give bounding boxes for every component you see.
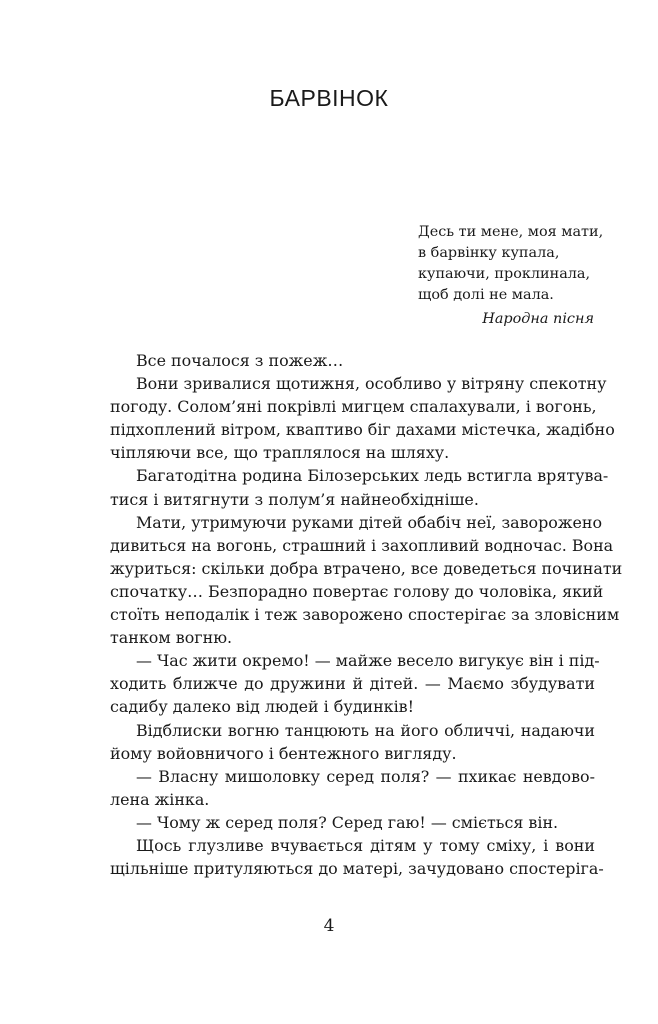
text-line: погоду. Солом’яні покрівлі мигцем спалахували, і вогонь, bbox=[110, 397, 597, 417]
epigraph-source: Народна пісня bbox=[482, 311, 594, 327]
text-line: танком вогню. bbox=[110, 628, 233, 648]
epigraph-line: в барвінку купала, bbox=[418, 245, 560, 261]
text-line: журиться: скільки добра втрачено, все доведеться починати bbox=[110, 558, 623, 578]
text-line: — Чому ж серед поля? Серед гаю! — сміється він. bbox=[136, 812, 559, 832]
text-line: Щось глузливе вчувається дітям у тому сміху, і вони bbox=[136, 835, 595, 855]
page-number: 4 bbox=[323, 916, 335, 936]
text-line: дивиться на вогонь, страшний і захопливий водночас. Вона bbox=[110, 535, 614, 555]
epigraph bbox=[418, 222, 604, 330]
text-line: тися і витягнути з полум’я найнеобхідніше. bbox=[110, 489, 479, 509]
text-line: Відблиски вогню танцюють на його обличчі, надаючи bbox=[136, 720, 595, 740]
text-line: — Власну мишоловку серед поля? — пхикає невдово- bbox=[136, 766, 595, 786]
epigraph-line: Десь ти мене, моя мати, bbox=[418, 224, 604, 240]
text-line: стоїть неподалік і теж заворожено спостерігає за зловісним bbox=[110, 605, 620, 625]
text-line: йому войовничого і бентежного вигляду. bbox=[110, 743, 457, 763]
text-line: Вони зривалися щотижня, особливо у вітряну спекотну bbox=[136, 374, 607, 394]
text-line: чіпляючи все, що траплялося на шляху. bbox=[110, 443, 450, 463]
text-line: — Час жити окремо! — майже весело вигукує він і під- bbox=[136, 651, 600, 671]
text-line: садибу далеко від людей і будинків! bbox=[110, 697, 415, 717]
epigraph-line: щоб долі не мала. bbox=[418, 287, 554, 303]
text-line: підхоплений вітром, кваптиво біг дахами містечка, жадібно bbox=[110, 420, 615, 440]
text-line: спочатку… Безпорадно повертає голову до чоловіка, який bbox=[110, 581, 604, 601]
text-line: щільніше притуляються до матері, зачудовано спостеріга- bbox=[110, 859, 604, 879]
chapter-title: БАРВІНОК bbox=[269, 85, 389, 111]
text-line: ходить ближче до дружини й дітей. — Маємо збудувати bbox=[110, 674, 595, 694]
text-line: лена жінка. bbox=[110, 789, 210, 809]
epigraph-line: купаючи, проклинала, bbox=[418, 266, 591, 282]
text-line: Мати, утримуючи руками дітей обабіч неї, заворожено bbox=[136, 512, 603, 532]
text-line: Все почалося з пожеж… bbox=[136, 351, 344, 370]
text-line: Багатодітна родина Білозерських ледь встигла врятува- bbox=[136, 466, 609, 486]
body-text bbox=[110, 349, 623, 880]
